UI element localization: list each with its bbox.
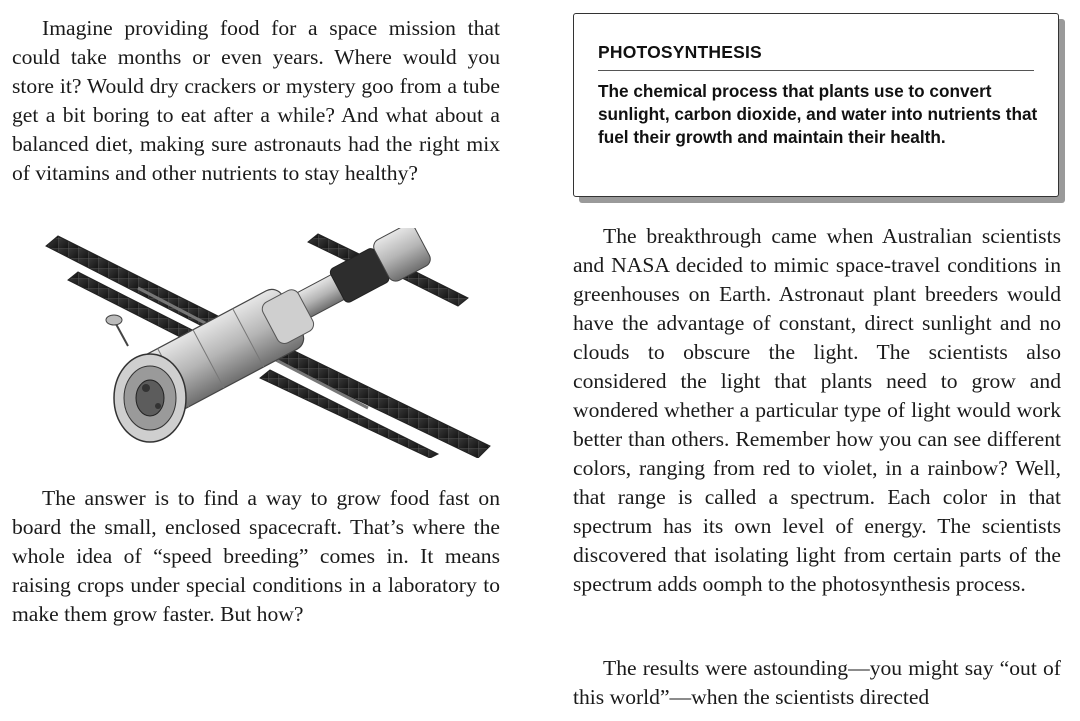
paragraph-intro: Imagine providing food for a space mission that could take months or even years. Where would you store it? Would dry crackers or mystery goo from a tube get a bit boring to eat after a while? And what about a balanced diet, making sure astronauts had the right mix of vitamins and other nutrients to stay healthy? — [12, 16, 500, 185]
definition-sidebar — [573, 13, 1059, 197]
space-station-icon — [38, 228, 494, 458]
paragraph-breakthrough: The breakthrough came when Australian scientists and NASA decided to mimic space-travel conditions in greenhouses on Earth. Astronaut plant breeders would have the advantage of constant, direct sunlight and no clouds to obscure the light. The scientists also considered the light that plants need to grow and wondered whether a particular type of light would work better than others. Remember how you can see different colors, ranging from red to violet, in a rainbow? Well, that range is called a spectrum. Each color in that spectrum has its own level of energy. The scientists discovered that isolating light from certain parts of the spectrum adds oomph to the photosynthesis process. — [573, 224, 1061, 596]
paragraph-results: The results were astounding—you might say “out of this world”—when the scientists directed — [573, 656, 1061, 709]
paragraph-answer: The answer is to find a way to grow food fast on board the small, enclosed spacecraft. That’s where the whole idea of “speed breeding” comes in. It means raising crops under special conditions in a laboratory to make them grow faster. But how? — [12, 486, 500, 626]
sidebar-definition: The chemical process that plants use to convert sunlight, carbon dioxide, and water into nutrients that fuel their growth and maintain their health. — [598, 81, 1038, 148]
sidebar-title: PHOTOSYNTHESIS — [598, 42, 762, 62]
sidebar-divider — [598, 70, 1034, 71]
